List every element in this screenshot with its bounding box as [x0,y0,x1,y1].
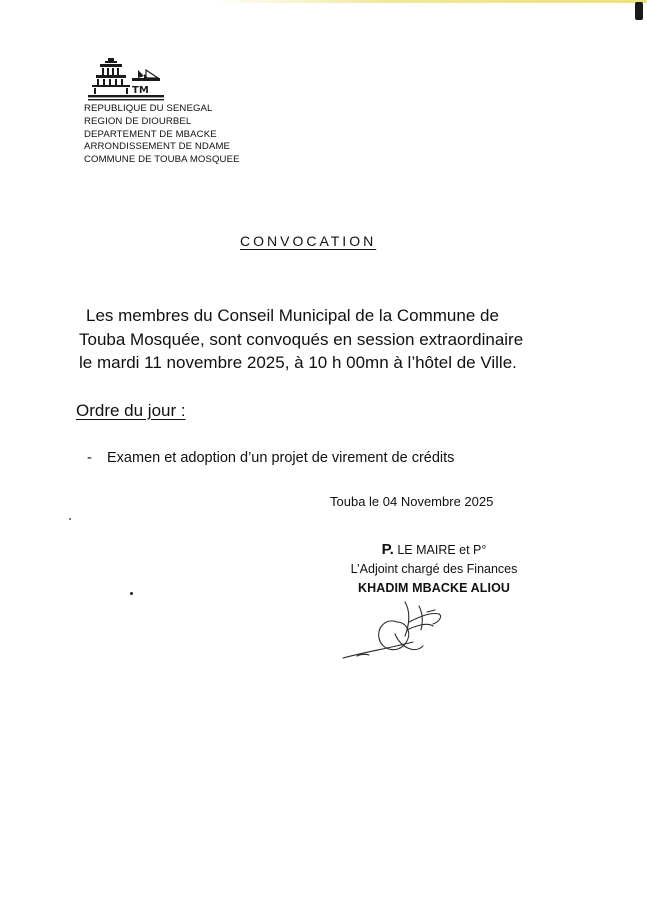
signatory-prefix: P. [381,541,394,558]
signatory-title-line [318,540,550,560]
scan-speck [130,592,133,595]
header-line-department: DEPARTEMENT DE MBACKE [84,128,217,140]
handwritten-signature-icon [335,592,460,672]
signatory-role: LE MAIRE et P° [397,543,487,557]
date-line: Touba le 04 Novembre 2025 [330,494,494,509]
corner-scan-mark [635,2,643,20]
top-edge-strip [210,0,647,3]
header-line-arrondissement: ARRONDISSEMENT DE NDAME [84,141,231,153]
scan-speck [69,518,71,520]
logo-text: TM [132,85,149,96]
signature-block [318,540,550,598]
body-line: le mardi 11 novembre 2025, à 10 h 00mn à l’hôtel de Ville. [79,353,517,372]
touba-mosque-logo-icon [86,56,172,102]
header-line-commune: COMMUNE DE TOUBA MOSQUEE [84,154,240,166]
header-line-region: REGION DE DIOURBEL [84,115,192,127]
body-line: Les membres du Conseil Municipal de la Commune de [86,306,499,325]
document-title: CONVOCATION [240,233,377,249]
signatory-name: KHADIM MBACKE ALIOU [357,581,511,595]
agenda-bullet: - [87,450,92,466]
signatory-function: L’Adjoint chargé des Finances [350,562,518,576]
agenda-heading: Ordre du jour : [76,401,186,420]
administrative-header [84,103,240,167]
agenda-item-text: Examen et adoption d’un projet de virement de crédits [107,450,455,466]
convocation-body [79,304,569,375]
agenda-item [87,450,454,466]
body-line: Touba Mosquée, sont convoqués en session extraordinaire [79,329,524,349]
header-line-republic: REPUBLIQUE DU SENEGAL [84,103,213,114]
